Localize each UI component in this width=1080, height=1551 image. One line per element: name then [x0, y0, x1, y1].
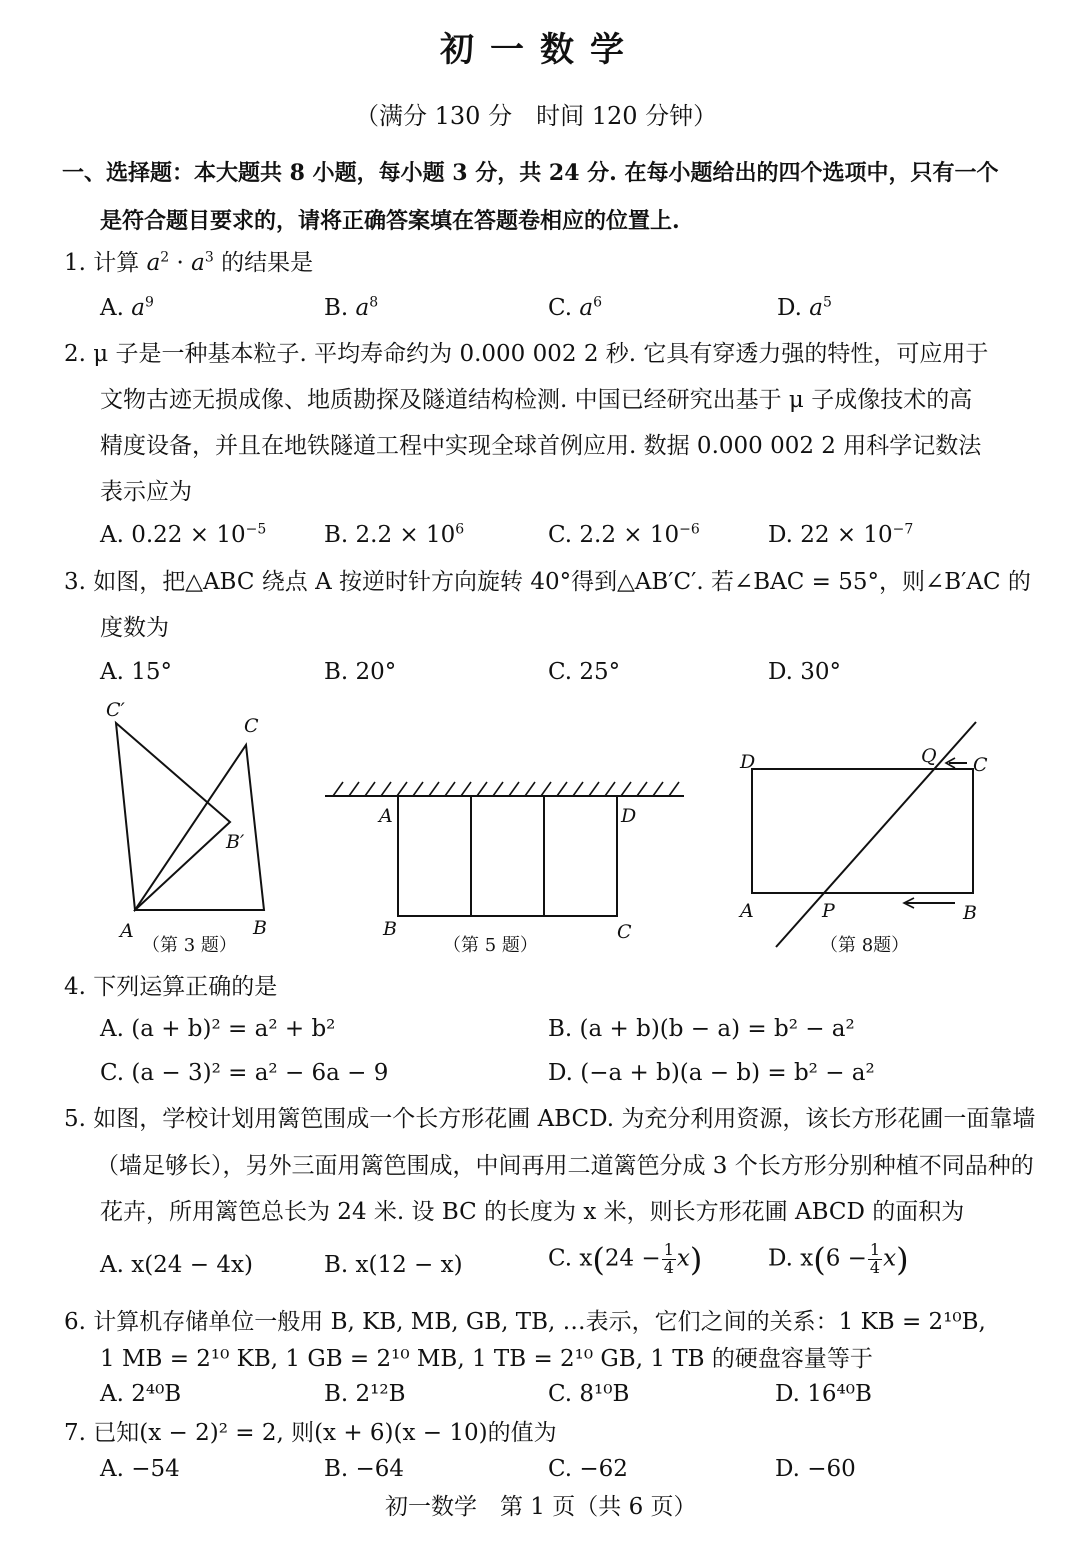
q6-line-2: 1 MB = 2¹⁰ KB, 1 GB = 2¹⁰ MB, 1 TB = 2¹⁰ GB, 1 TB 的硬盘容量等于	[100, 1346, 873, 1372]
q4-option-c: C. (a − 3)² = a² − 6a − 9	[100, 1060, 389, 1086]
q2-option-d: D. $22 \times 10^{-7}$	[768, 521, 914, 548]
q2-line-4: 表示应为	[100, 479, 192, 505]
q7-option-d: D. −60	[775, 1456, 856, 1482]
q1-option-a: A. $a^9$	[100, 294, 154, 321]
label-b: B	[963, 902, 977, 924]
q7-option-c: C. −62	[548, 1456, 628, 1482]
q6-option-c: C. 8¹⁰B	[548, 1381, 630, 1407]
label-b: B	[253, 917, 267, 939]
q1-option-b: B. $a^8$	[324, 294, 379, 321]
q4-option-b: B. (a + b)(b − a) = b² − a²	[548, 1016, 855, 1042]
wall-hatching	[333, 782, 679, 796]
q5-option-d: D. x(6 − $\frac{1}{4}$ x)	[768, 1240, 909, 1279]
q2-option-b: B. $2.2 \times 10^6$	[324, 521, 465, 548]
q4-stem: 4. 下列运算正确的是	[64, 974, 278, 1000]
q7-option-a: A. −54	[100, 1456, 180, 1482]
q3-option-b: B. 20°	[324, 659, 397, 685]
fence-outline	[398, 796, 617, 916]
q6-option-b: B. 2¹²B	[324, 1381, 406, 1407]
arrow-p-head	[904, 898, 914, 908]
q5-line-1: 5. 如图，学校计划用篱笆围成一个长方形花圃 ABCD. 为充分利用资源，该长方形花圃一面靠墙	[64, 1106, 1036, 1132]
q5-option-c: C. x(24 − $\frac{1}{4}$ x)	[548, 1240, 703, 1279]
rectangle-abcd	[752, 769, 973, 893]
label-c-prime: C′	[106, 699, 125, 721]
q1-option-d: D. $a^5$	[777, 294, 832, 321]
q3-line-1: 3. 如图，把△ABC 绕点 A 按逆时针方向旋转 40°得到△AB′C′. 若∠BAC = 55°，则∠B′AC 的	[64, 569, 1031, 595]
figure-q5-caption: （第 5 题）	[443, 935, 538, 956]
label-c: C	[973, 754, 988, 776]
label-a: A	[740, 900, 754, 922]
q3-line-2: 度数为	[100, 615, 169, 641]
label-c: C	[617, 921, 632, 943]
q4-option-a: A. (a + b)² = a² + b²	[100, 1016, 336, 1042]
q1-option-c: C. $a^6$	[548, 294, 603, 321]
arrow-q-head	[946, 758, 955, 768]
label-a: A	[120, 920, 134, 942]
figure-q8-caption: （第 8题）	[820, 935, 910, 956]
label-q: Q	[921, 745, 937, 767]
page-title: 初一数学	[440, 30, 640, 70]
q2-line-3: 精度设备，并且在地铁隧道工程中实现全球首例应用. 数据 0.000 002 2 用科学记数法	[100, 433, 982, 459]
label-d: D	[740, 751, 756, 773]
label-a: A	[379, 805, 393, 827]
q5-line-2: （墙足够长），另外三面用篱笆围成，中间再用二道篱笆分成 3 个长方形分别种植不同品种的	[96, 1153, 1034, 1179]
q2-option-c: C. $2.2 \times 10^{-6}$	[548, 521, 700, 548]
q2-line-1: 2. μ 子是一种基本粒子. 平均寿命约为 0.000 002 2 秒. 它具有穿透力强的特性，可应用于	[64, 341, 989, 367]
figure-q3-caption: （第 3 题）	[142, 935, 237, 956]
label-p: P	[822, 900, 835, 922]
q4-option-d: D. (−a + b)(a − b) = b² − a²	[548, 1060, 875, 1086]
q5-option-a: A. x(24 − 4x)	[100, 1252, 253, 1278]
section-heading-cont: 是符合题目要求的，请将正确答案填在答题卷相应的位置上.	[100, 208, 680, 234]
label-d: D	[621, 805, 637, 827]
label-b: B	[383, 918, 397, 940]
label-b-prime: B′	[226, 831, 245, 853]
q5-line-3: 花卉，所用篱笆总长为 24 米. 设 BC 的长度为 x 米，则长方形花圃 ABCD 的面积为	[100, 1199, 965, 1225]
section-heading: 一、选择题：本大题共 8 小题，每小题 3 分，共 24 分. 在每小题给出的四个选项中，只有一个	[62, 160, 999, 186]
q6-line-1: 6. 计算机存储单位一般用 B, KB, MB, GB, TB, …表示，它们之间的关系：1 KB = 2¹⁰B,	[64, 1309, 986, 1335]
q1-stem: 1. 计算 $a^2 \cdot a^3$ 的结果是	[64, 249, 314, 276]
q5-option-b: B. x(12 − x)	[324, 1252, 463, 1278]
q3-option-c: C. 25°	[548, 659, 621, 685]
q6-option-d: D. 16⁴⁰B	[775, 1381, 872, 1407]
page-subtitle: （满分 130 分 时间 120 分钟）	[355, 102, 718, 130]
q3-option-d: D. 30°	[768, 659, 842, 685]
label-c: C	[244, 715, 259, 737]
q2-line-2: 文物古迹无损成像、地质勘探及隧道结构检测. 中国已经研究出基于 μ 子成像技术的高	[100, 387, 973, 413]
triangle-abc	[135, 745, 264, 910]
q2-option-a: A. $0.22 \times 10^{-5}$	[100, 521, 267, 548]
fold-line-pq	[776, 722, 976, 947]
triangle-ab-prime-c-prime	[116, 723, 230, 910]
q6-option-a: A. 2⁴⁰B	[100, 1381, 182, 1407]
q3-option-a: A. 15°	[100, 659, 172, 685]
q7-stem: 7. 已知(x − 2)² = 2, 则(x + 6)(x − 10)的值为	[64, 1420, 557, 1446]
q7-option-b: B. −64	[324, 1456, 405, 1482]
page-footer: 初一数学 第 1 页（共 6 页）	[385, 1494, 697, 1520]
